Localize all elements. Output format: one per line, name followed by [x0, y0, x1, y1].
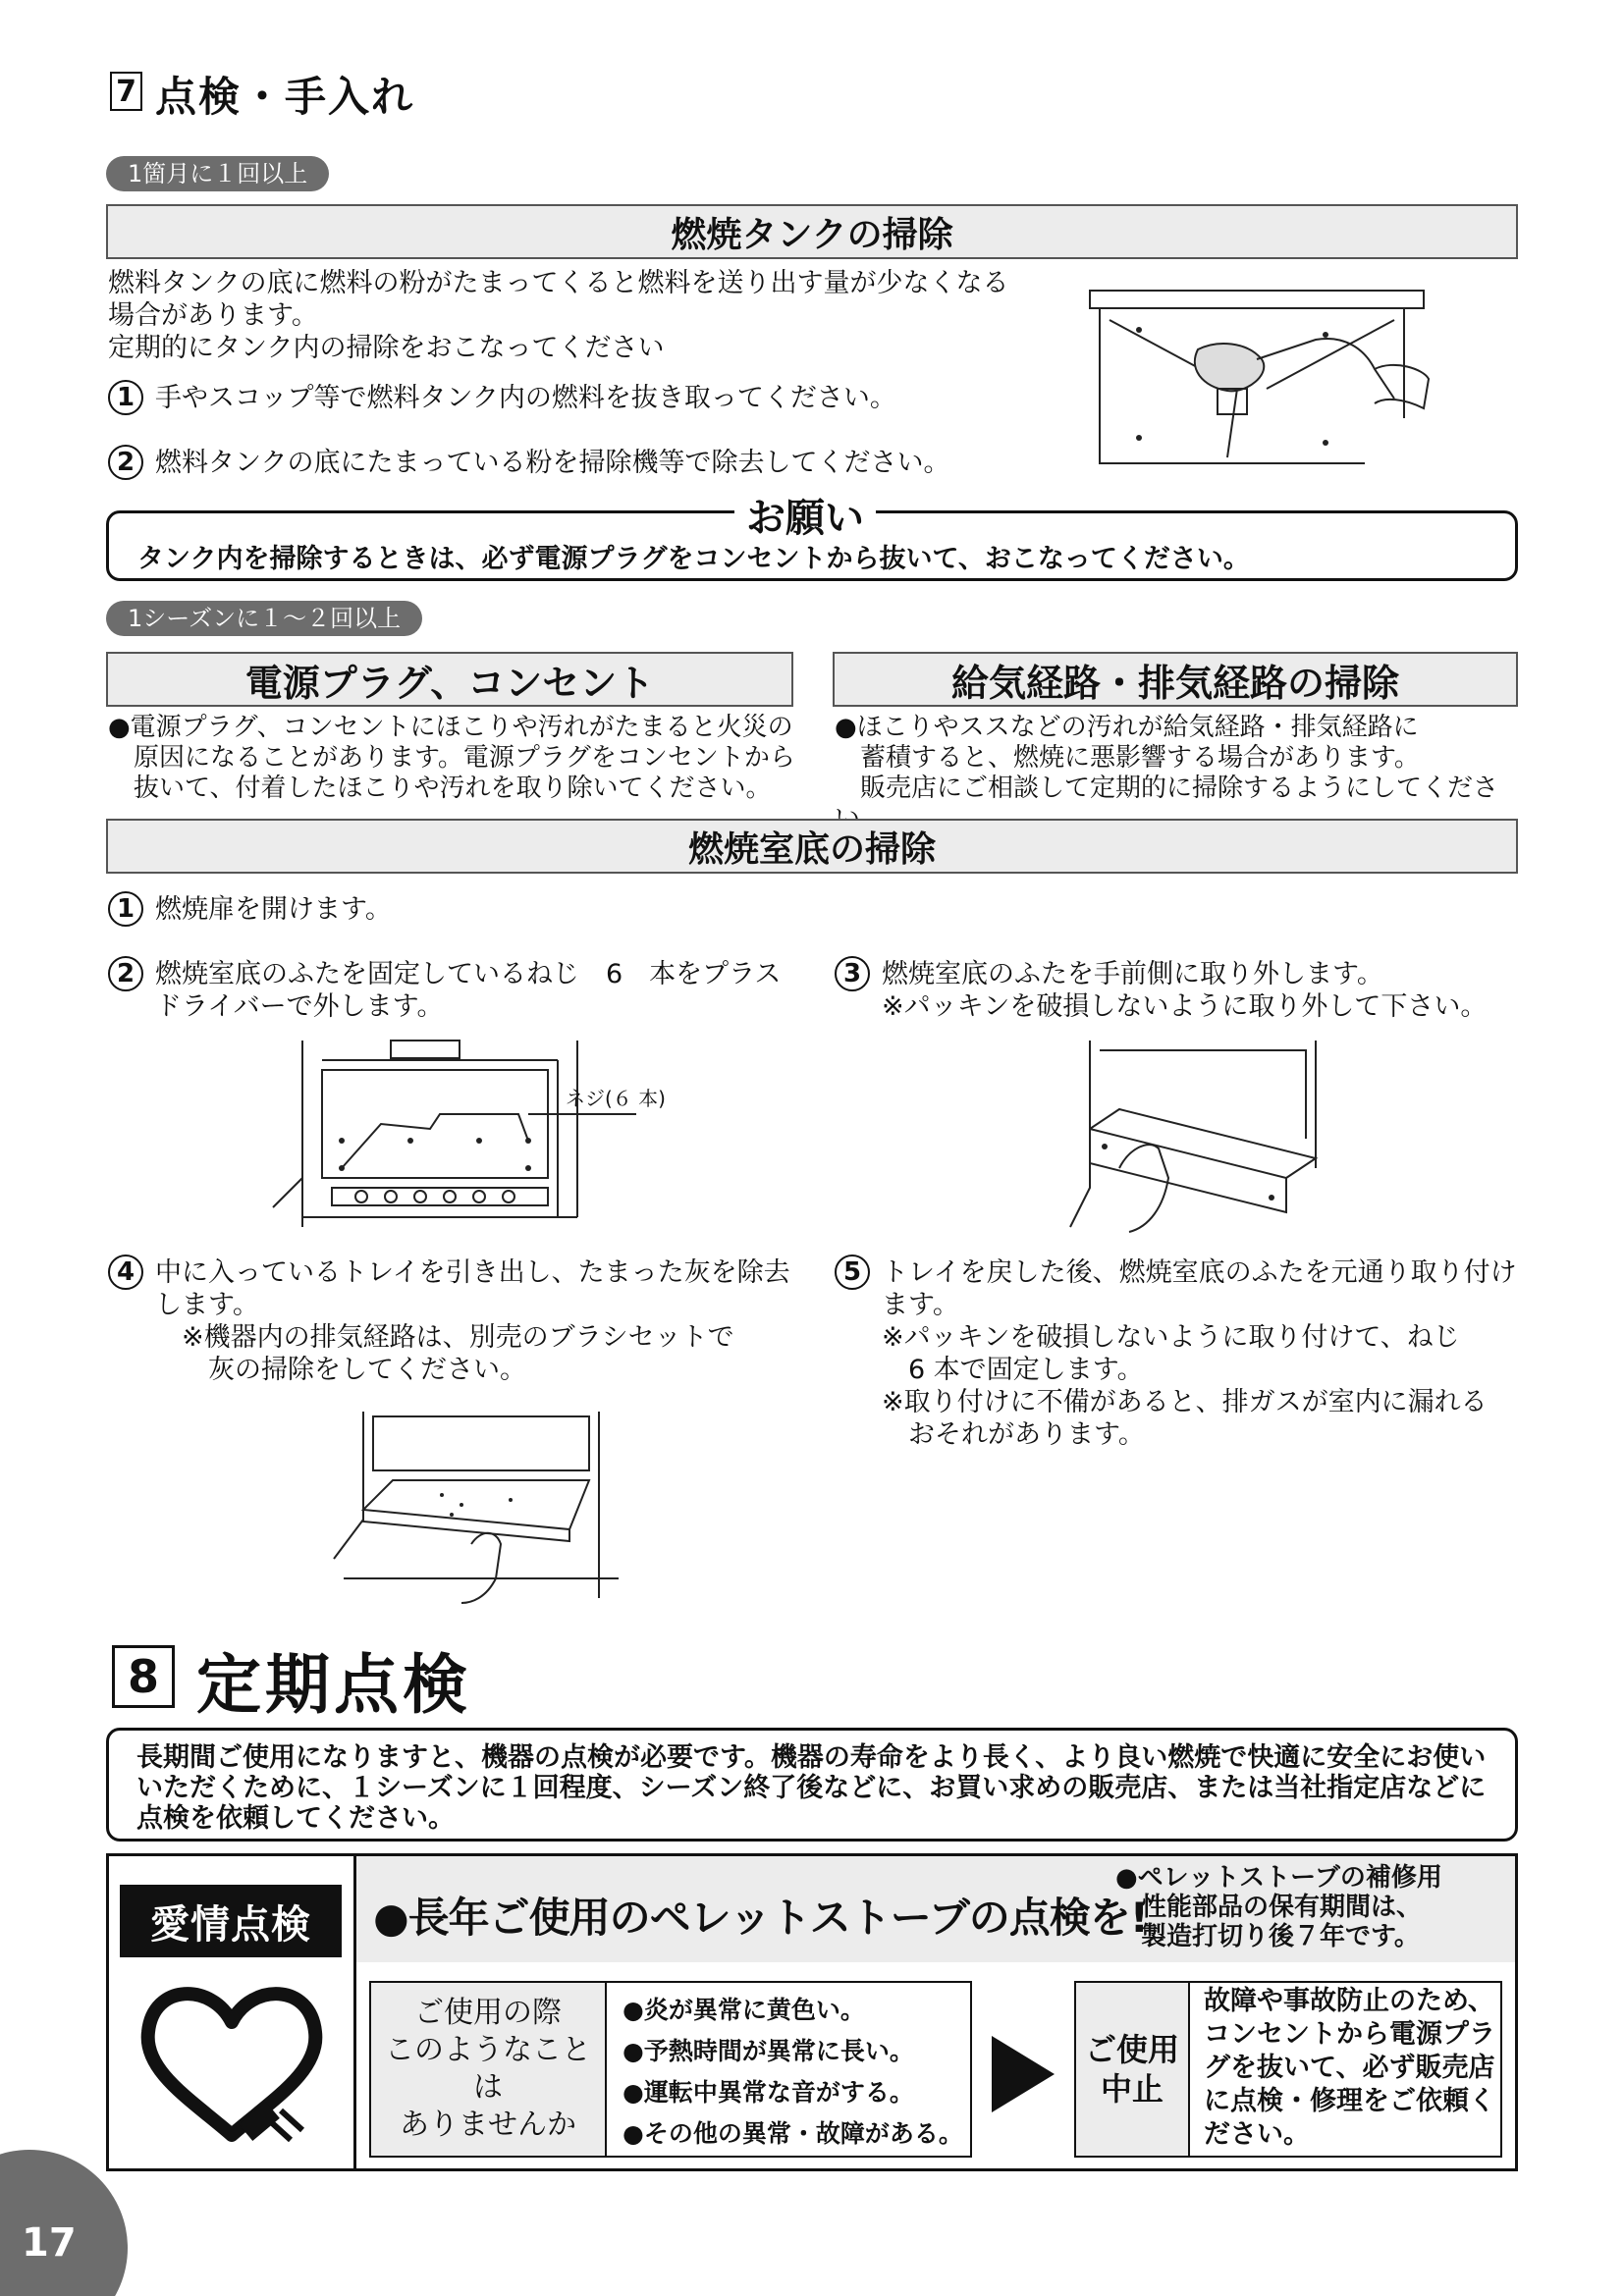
- frequency-badge-season: 1シーズンに１～２回以上: [106, 601, 422, 636]
- chamber-step-2: [108, 956, 805, 1023]
- intake-exhaust-text: ●ほこりやススなどの汚れが給気経路・排気経路に 蓄積すると、燃焼に悪影響する場合があります。 販売店にご相談して定期的に掃除するようにしてくださ: [835, 713, 1499, 803]
- section-title: 点検・手入れ: [155, 73, 415, 121]
- chamber-step-4: [108, 1255, 805, 1386]
- tank-cleaning-heading: 燃焼タンクの掃除: [106, 204, 1518, 259]
- tank-cleaning-intro: 燃料タンクの底に燃料の粉がたまってくると燃料を送り出す量が少なくなる場合があります。 定期的にタンク内の掃除をおこなってください: [108, 268, 1009, 363]
- symptom-item: ●その他の異常・故障がある。: [623, 2119, 963, 2148]
- screw-removal-illustration: [263, 1031, 695, 1237]
- plug-heading: 電源プラグ、コンセント: [106, 652, 793, 707]
- plug-text: ●電源プラグ、コンセントにほこりや汚れがたまると火災の 原因になることがあります。電源プラグをコンセントから 抜いて、付着したほこりや汚れを取り除いてください。: [108, 713, 795, 803]
- section-title: 定期点検: [196, 1647, 471, 1723]
- step-text: 燃焼扉を開けます。: [155, 894, 392, 925]
- symptom-question: ご使用の際 このようなことは ありませんか: [371, 1983, 607, 2156]
- tank-cleaning-illustration: [1080, 281, 1434, 469]
- step-number: 1: [108, 891, 143, 927]
- request-title: お願い: [734, 487, 876, 543]
- chamber-step-3: [835, 956, 1522, 1023]
- inspection-label: 愛情点検: [120, 1885, 342, 1957]
- heart-plug-icon: [134, 1973, 330, 2150]
- step-number: 3: [835, 956, 870, 991]
- arrow-right-icon: [988, 2032, 1058, 2116]
- inspection-notice: 長期間ご使用になりますと、機器の点検が必要です。機器の寿命をより長く、より良い燃焼で快適に安全にお使いいただくために、１シーズンに１回程度、シーズン終了後などに、お買い求めの販売店、または当社指定店などに点検を依頼してください。: [106, 1728, 1518, 1842]
- table-divider: [353, 1853, 356, 2171]
- step-number: 2: [108, 956, 143, 991]
- parts-retention-note: ●ペレットストーブの補修用 性能部品の保有期間は、 製造打切り後７年です。: [1115, 1863, 1442, 1951]
- page-number: 17: [22, 2220, 77, 2266]
- chamber-step-1: [108, 891, 392, 927]
- step-text: トレイを戻した後、燃焼室底のふたを元通り取り付けます。 ※パッキンを破損しないように取り付けて、ねじ 6 本で固定します。 ※取り付けに不備があると、排ガスが室内に漏れる おそれがあります。: [882, 1257, 1517, 1450]
- symptom-list: [623, 1990, 963, 2155]
- stop-use-label: ご使用 中止: [1076, 1983, 1190, 2156]
- symptom-item: ●運転中異常な音がする。: [623, 2078, 914, 2107]
- tank-step-1: [108, 380, 896, 415]
- chamber-step-5: [835, 1255, 1522, 1451]
- tray-removal-illustration: [324, 1402, 648, 1608]
- step-text: 中に入っているトレイを引き出し、たまった灰を除去します。 ※機器内の排気経路は、別売のブラシセットで 灰の掃除をしてください。: [155, 1257, 790, 1385]
- step-number: 5: [835, 1255, 870, 1290]
- screw-label: ネジ(６ 本): [566, 1087, 666, 1110]
- stop-use-text: 故障や事故防止のため、コンセントから電源プラグを抜いて、必ず販売店に点検・修理をご依頼ください。: [1204, 1986, 1495, 2150]
- inspection-headline: ●長年ご使用のペレットストーブの点検を!: [373, 1894, 1148, 1942]
- intake-exhaust-heading: 給気経路・排気経路の掃除: [833, 652, 1518, 707]
- symptom-item: ●予熱時間が異常に長い。: [623, 2037, 914, 2065]
- step-text: 手やスコップ等で燃料タンク内の燃料を抜き取ってください。: [155, 383, 896, 413]
- frequency-badge-monthly: 1箇月に１回以上: [106, 156, 329, 191]
- step-text: 燃料タンクの底にたまっている粉を掃除機等で除去してください。: [155, 448, 950, 478]
- request-text: タンク内を掃除するときは、必ず電源プラグをコンセントから抜いて、おこなってください。: [137, 544, 1250, 574]
- chamber-cleaning-heading: 燃焼室底の掃除: [106, 819, 1518, 874]
- section-number: 7: [110, 72, 142, 111]
- lid-removal-illustration: [1060, 1031, 1355, 1237]
- step-text: 燃焼室底のふたを固定しているねじ 6 本をプラスドライバーで外します。: [155, 959, 782, 1022]
- step-text: 燃焼室底のふたを手前側に取り外します。 ※パッキンを破損しないように取り外して下さい。: [882, 959, 1488, 1022]
- step-number: 4: [108, 1255, 143, 1290]
- section-number: 8: [112, 1645, 175, 1708]
- step-number: 1: [108, 380, 143, 415]
- tank-step-2: [108, 445, 949, 480]
- symptom-item: ●炎が異常に黄色い。: [623, 1996, 865, 2024]
- step-number: 2: [108, 445, 143, 480]
